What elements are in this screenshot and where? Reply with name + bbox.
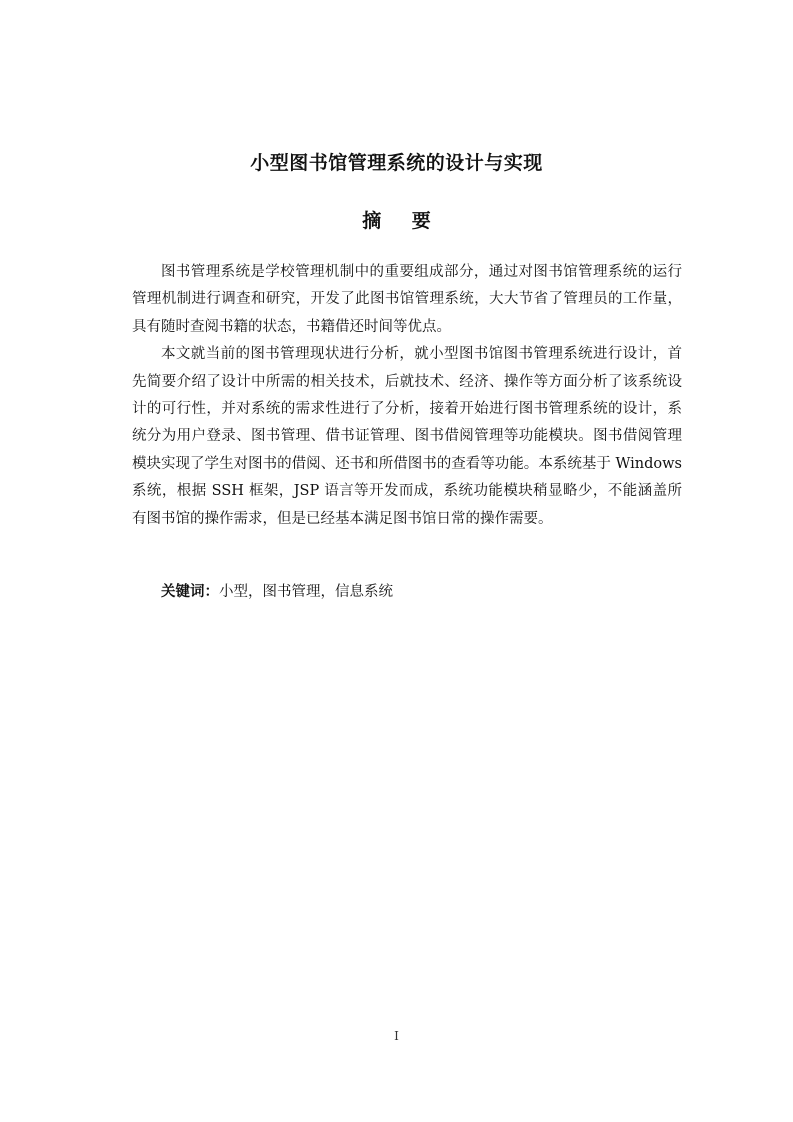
keywords-label: 关键词： xyxy=(161,583,219,600)
abstract-paragraph-2: 本文就当前的图书管理现状进行分析，就小型图书馆图书管理系统进行设计，首先简要介绍了设计中所需的相关技术，后就技术、经济、操作等方面分析了该系统设计的可行性，并对系统的需求性进行了分析，接着开始进行图书管理系统的设计，系统分为用户登录、图书管理、借书证管理、图书借阅管理等功能模块。图书借阅管理模块实现了学生对图书的借阅、还书和所借图书的查看等功能。本系统基于 Windows 系统，根据 SSH 框架，JSP 语言等开发而成，系统功能模块稍显略少，不能涵盖所有图书馆的操作需求，但是已经基本满足图书馆日常的操作需要。 xyxy=(132,346,682,527)
abstract-heading: 摘 要 xyxy=(362,210,443,232)
keywords-text: 小型，图书管理，信息系统 xyxy=(219,584,393,600)
abstract-body xyxy=(132,259,682,533)
document-title: 小型图书馆管理系统的设计与实现 xyxy=(250,152,543,174)
keywords-line xyxy=(132,578,682,606)
abstract-paragraph-1: 图书管理系统是学校管理机制中的重要组成部分，通过对图书馆管理系统的运行管理机制进行调查和研究，开发了此图书馆管理系统，大大节省了管理员的工作量，具有随时查阅书籍的状态，书籍借还时间等优点。 xyxy=(132,264,682,335)
page-number: I xyxy=(394,1029,399,1043)
